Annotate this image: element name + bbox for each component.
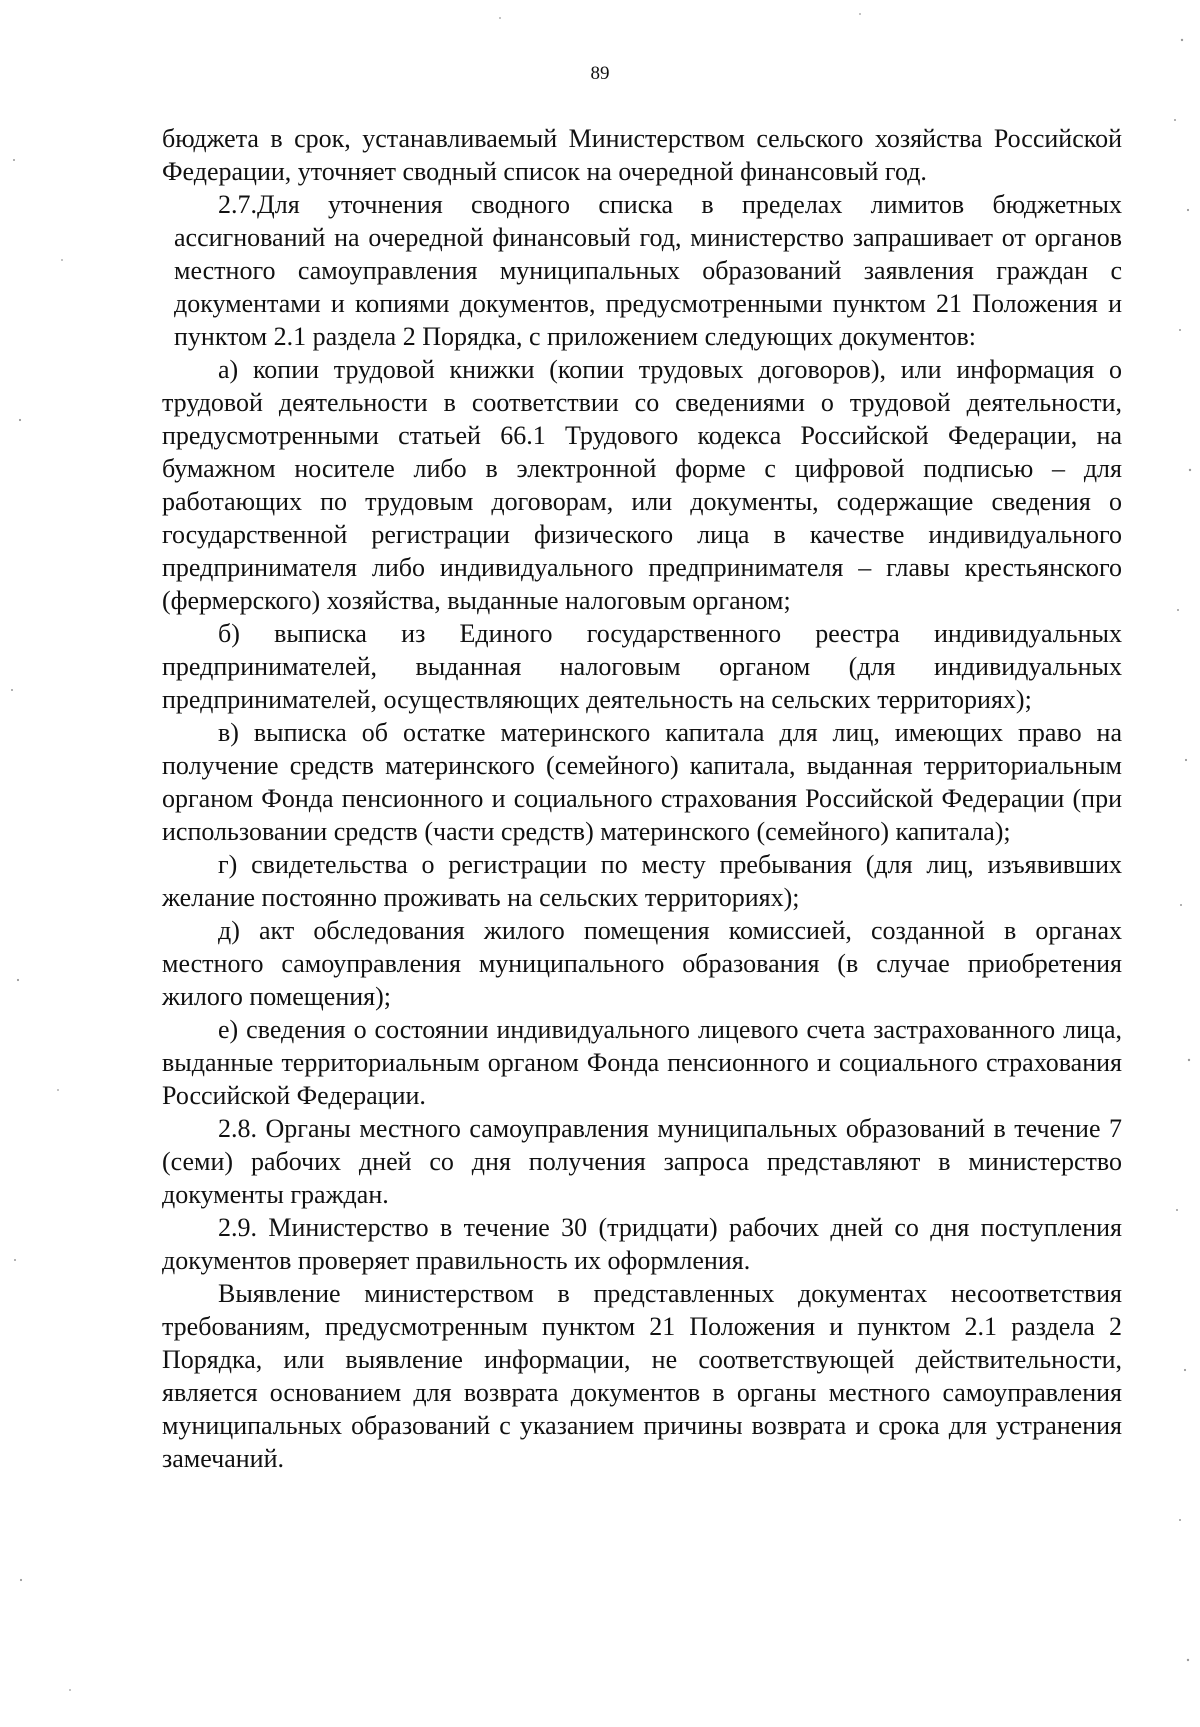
paragraph-budget-continuation: бюджета в срок, устанавливаемый Министерством сельского хозяйства Российской Федерации, уточняет сводный список на очередной финансовый год. <box>162 124 1122 186</box>
list-item-d: д) акт обследования жилого помещения комиссией, созданной в органах местного самоуправления муниципального образования (в случае приобретения жилого помещения); <box>162 916 1122 1011</box>
list-item-v: в) выписка об остатке материнского капитала для лиц, имеющих право на получение средств материнского (семейного) капитала, выданная территориальным органом Фонда пенсионного и социального страхования Российской Федерации (при использовании средств (части средств) материнского (семейного) капитала); <box>162 718 1122 846</box>
paragraph-2-7: 2.7.Для уточнения сводного списка в пределах лимитов бюджетных ассигнований на очередной финансовый год, министерство запрашивает от органов местного самоуправления муниципальных образований заявления граждан с документами и копиями документов, предусмотренными пунктом 21 Положения и пунктом 2.1 раздела 2 Порядка, с приложением следующих документов: <box>174 190 1122 351</box>
paragraph-2-9: 2.9. Министерство в течение 30 (тридцати) рабочих дней со дня поступления документов проверяет правильность их оформления. <box>162 1213 1122 1275</box>
paragraph-return-grounds: Выявление министерством в представленных документах несоответствия требованиям, предусмотренным пунктом 21 Положения и пунктом 2.1 раздела 2 Порядка, или выявление информации, не соответствующей действительности, является основанием для возврата документов в органы местного самоуправления муниципальных образований с указанием причины возврата и срока для устранения замечаний. <box>162 1279 1122 1473</box>
document-body <box>162 122 1122 1475</box>
list-item-g: г) свидетельства о регистрации по месту пребывания (для лиц, изъявивших желание постоянно проживать на сельских территориях); <box>162 850 1122 912</box>
list-item-b: б) выписка из Единого государственного реестра индивидуальных предпринимателей, выданная налоговым органом (для индивидуальных предпринимателей, осуществляющих деятельность на сельских территориях); <box>162 619 1122 714</box>
page-number: 89 <box>590 63 610 84</box>
paragraph-2-8: 2.8. Органы местного самоуправления муниципальных образований в течение 7 (семи) рабочих дней со дня получения запроса представляют в министерство документы граждан. <box>162 1114 1122 1209</box>
list-item-a: а) копии трудовой книжки (копии трудовых договоров), или информация о трудовой деятельности в соответствии со сведениями о трудовой деятельности, предусмотренными статьей 66.1 Трудового кодекса Российской Федерации, на бумажном носителе либо в электронной форме с цифровой подписью – для работающих по трудовым договорам, или документы, содержащие сведения о государственной регистрации физического лица в качестве индивидуального предпринимателя либо индивидуального предпринимателя – главы крестьянского (фермерского) хозяйства, выданные налоговым органом; <box>162 355 1122 615</box>
list-item-e: е) сведения о состоянии индивидуального лицевого счета застрахованного лица, выданные территориальным органом Фонда пенсионного и социального страхования Российской Федерации. <box>162 1015 1122 1110</box>
